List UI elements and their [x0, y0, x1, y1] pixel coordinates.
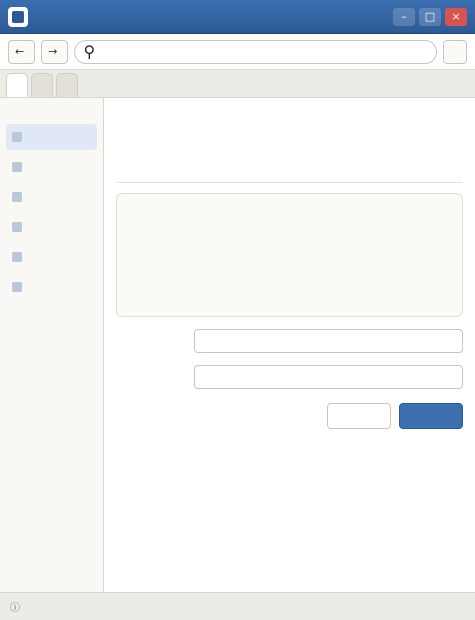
title-bar — [0, 0, 475, 34]
tab-strip — [0, 70, 475, 98]
toolbar — [0, 34, 475, 70]
action-row — [116, 403, 463, 429]
cancel-button[interactable] — [327, 403, 391, 429]
folder-icon — [12, 162, 22, 172]
app-logo-icon — [8, 7, 28, 27]
sidebar-item-6[interactable] — [6, 274, 97, 300]
sidebar-item-2[interactable] — [6, 154, 97, 180]
sidebar-item-5[interactable] — [6, 244, 97, 270]
sidebar-heading — [6, 106, 97, 120]
tab-2[interactable] — [31, 73, 53, 97]
form-row-1 — [116, 329, 463, 353]
field-input-2[interactable] — [194, 365, 463, 389]
sidebar-item-3[interactable] — [6, 184, 97, 210]
search-icon: ⚲ — [83, 42, 96, 61]
folder-icon — [12, 282, 22, 292]
status-text — [30, 601, 455, 613]
info-icon: ⓘ — [10, 603, 20, 614]
folder-icon — [12, 252, 22, 262]
folder-icon — [12, 192, 22, 202]
field-input-1[interactable] — [194, 329, 463, 353]
tab-3[interactable] — [56, 73, 78, 97]
sidebar-item-4[interactable] — [6, 214, 97, 240]
card-heading — [127, 204, 452, 220]
sidebar — [0, 98, 104, 592]
minimize-icon[interactable]: – — [393, 8, 415, 26]
arrow-right-icon: → — [48, 45, 58, 58]
sidebar-item-1[interactable] — [6, 124, 97, 150]
field-label-2 — [116, 370, 186, 384]
folder-icon — [12, 222, 22, 232]
search-box[interactable] — [74, 40, 437, 64]
form-row-2 — [116, 365, 463, 389]
page-subtitle — [116, 156, 463, 172]
confirm-button[interactable] — [399, 403, 463, 429]
main-panel — [104, 98, 475, 592]
back-button[interactable] — [8, 40, 35, 64]
divider — [116, 182, 463, 183]
toolbar-action-button[interactable] — [443, 40, 467, 64]
page-title — [116, 128, 463, 152]
content-card — [116, 193, 463, 317]
card-body — [127, 226, 452, 306]
field-label-1 — [116, 334, 186, 348]
forward-button[interactable] — [41, 40, 68, 64]
maximize-icon[interactable]: □ — [419, 8, 441, 26]
breadcrumb — [116, 108, 463, 122]
folder-icon — [12, 132, 22, 142]
search-input[interactable] — [101, 45, 428, 58]
tab-1[interactable] — [6, 73, 28, 97]
close-icon[interactable]: × — [445, 8, 467, 26]
window-controls — [393, 8, 467, 26]
status-bar — [0, 592, 475, 620]
arrow-left-icon: ← — [15, 45, 25, 58]
